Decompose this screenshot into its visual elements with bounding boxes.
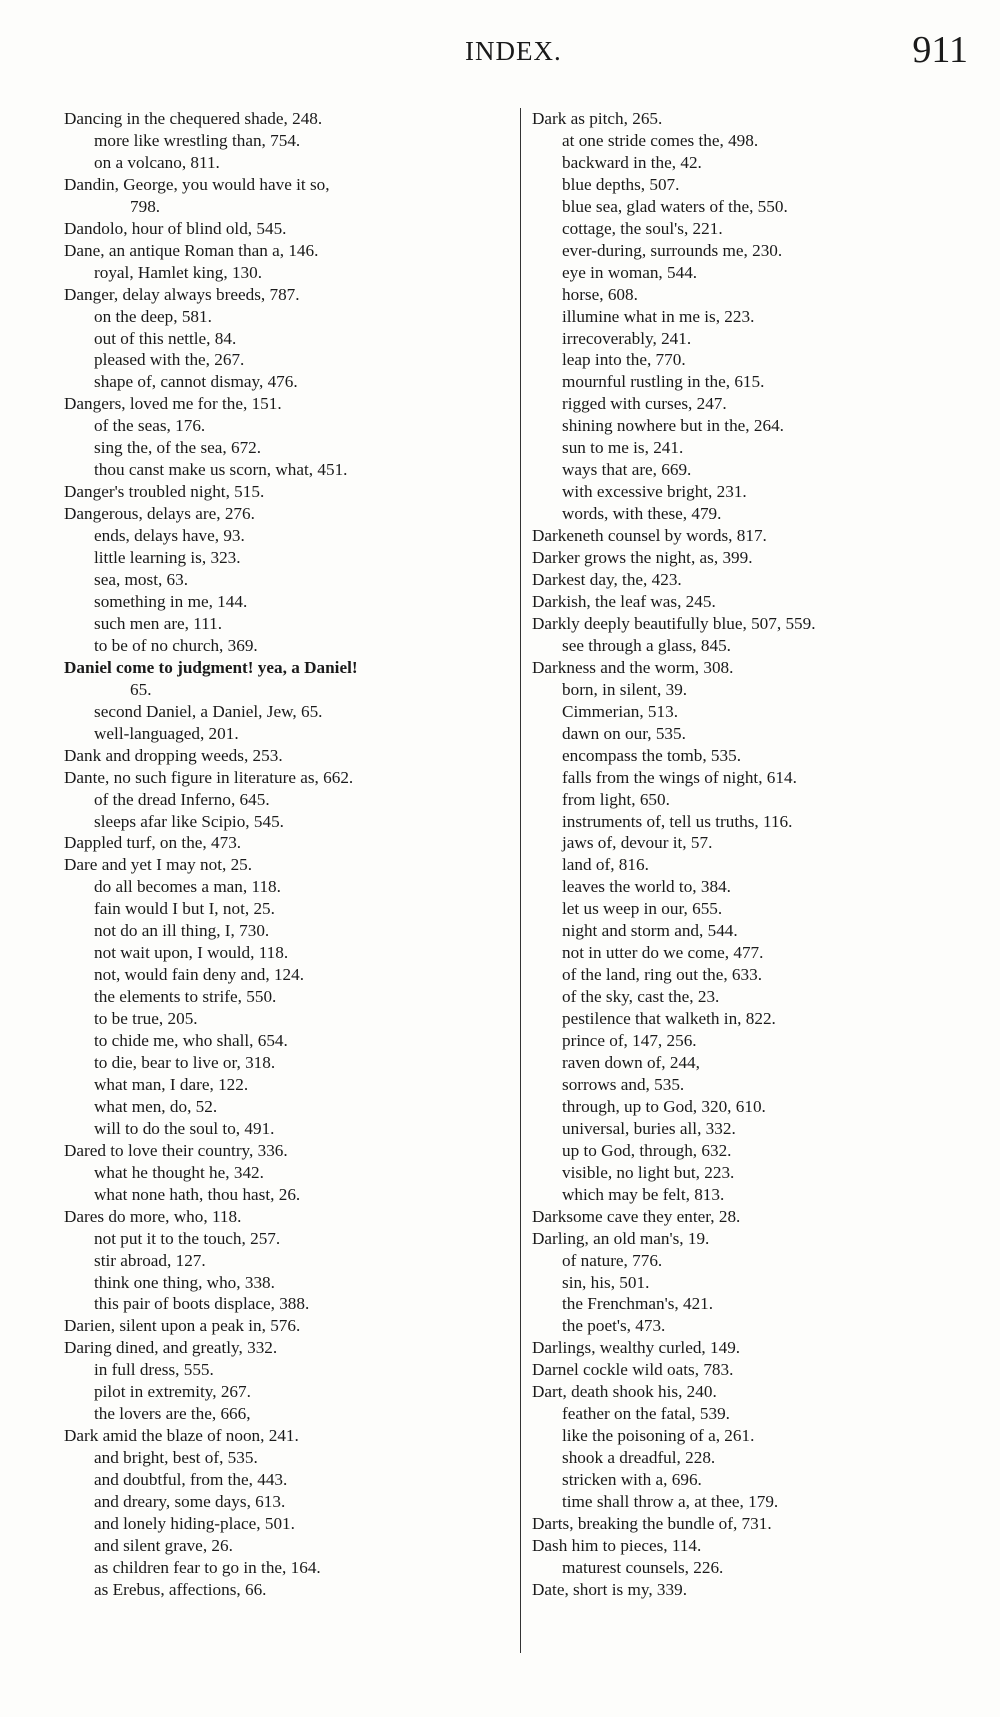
index-subentry: falls from the wings of night, 614. bbox=[562, 767, 797, 787]
index-entry: Dank and dropping weeds, 253. bbox=[64, 745, 283, 765]
index-subentry: not do an ill thing, I, 730. bbox=[94, 921, 270, 941]
index-subentry: irrecoverably, 241. bbox=[562, 328, 692, 348]
index-subentry: of the seas, 176. bbox=[94, 416, 206, 436]
index-entry: Dangers, loved me for the, 151. bbox=[64, 394, 282, 414]
index-subentry: this pair of boots displace, 388. bbox=[94, 1294, 310, 1314]
index-subentry: pestilence that walketh in, 822. bbox=[562, 1009, 776, 1029]
index-subentry: what man, I dare, 122. bbox=[94, 1074, 249, 1094]
index-subentry: not wait upon, I would, 118. bbox=[94, 943, 289, 963]
index-subentry: illumine what in me is, 223. bbox=[562, 306, 755, 326]
index-entry: Danger's troubled night, 515. bbox=[64, 482, 265, 502]
page-header bbox=[0, 28, 1000, 78]
index-subentry: of the sky, cast the, 23. bbox=[562, 987, 720, 1007]
index-subentry: and dreary, some days, 613. bbox=[94, 1492, 286, 1512]
index-column-left bbox=[64, 108, 510, 1601]
index-subentry: second Daniel, a Daniel, Jew, 65. bbox=[94, 701, 323, 721]
index-subentry: blue depths, 507. bbox=[562, 174, 680, 194]
index-subentry: on the deep, 581. bbox=[94, 306, 212, 326]
index-subentry: the Frenchman's, 421. bbox=[562, 1294, 714, 1314]
index-subentry: royal, Hamlet king, 130. bbox=[94, 262, 263, 282]
index-subentry: night and storm and, 544. bbox=[562, 921, 738, 941]
index-subentry: shining nowhere but in the, 264. bbox=[562, 416, 784, 436]
index-entry: Dark amid the blaze of noon, 241. bbox=[64, 1426, 299, 1446]
index-subentry: sleeps afar like Scipio, 545. bbox=[94, 811, 284, 831]
index-subentry: up to God, through, 632. bbox=[562, 1140, 732, 1160]
index-entry: Dare and yet I may not, 25. bbox=[64, 855, 253, 875]
index-subentry: shape of, cannot dismay, 476. bbox=[94, 372, 298, 392]
index-subentry: through, up to God, 320, 610. bbox=[562, 1096, 766, 1116]
index-subentry: to die, bear to live or, 318. bbox=[94, 1052, 276, 1072]
index-subentry: from light, 650. bbox=[562, 789, 670, 809]
index-entry: Dared to love their country, 336. bbox=[64, 1140, 288, 1160]
index-entry: Darkly deeply beautifully blue, 507, 559. bbox=[532, 613, 816, 633]
index-subentry: jaws of, devour it, 57. bbox=[562, 833, 713, 853]
page-number: 911 bbox=[912, 29, 968, 71]
index-subentry: let us weep in our, 655. bbox=[562, 899, 723, 919]
index-subentry: such men are, 111. bbox=[94, 613, 223, 633]
index-subentry: 65. bbox=[130, 679, 152, 699]
index-subentry: what none hath, thou hast, 26. bbox=[94, 1184, 301, 1204]
index-subentry: and doubtful, from the, 443. bbox=[94, 1470, 288, 1490]
index-entry: Dane, an antique Roman than a, 146. bbox=[64, 240, 319, 260]
index-entry: Danger, delay always breeds, 787. bbox=[64, 284, 300, 304]
index-subentry: and bright, best of, 535. bbox=[94, 1448, 258, 1468]
index-subentry: not put it to the touch, 257. bbox=[94, 1228, 281, 1248]
index-subentry: to be true, 205. bbox=[94, 1009, 198, 1029]
index-subentry: of nature, 776. bbox=[562, 1250, 663, 1270]
index-subentry: of the land, ring out the, 633. bbox=[562, 965, 763, 985]
index-subentry: to chide me, who shall, 654. bbox=[94, 1031, 288, 1051]
index-subentry: raven down of, 244, bbox=[562, 1052, 700, 1072]
index-subentry: pleased with the, 267. bbox=[94, 350, 245, 370]
index-subentry: pilot in extremity, 267. bbox=[94, 1382, 251, 1402]
index-entry: Dangerous, delays are, 276. bbox=[64, 504, 255, 524]
index-subentry: ends, delays have, 93. bbox=[94, 526, 245, 546]
index-entry: Daniel come to judgment! yea, a Daniel! bbox=[64, 657, 358, 677]
column-divider bbox=[520, 108, 521, 1653]
index-entry: Dart, death shook his, 240. bbox=[532, 1382, 717, 1402]
index-subentry: see through a glass, 845. bbox=[562, 635, 731, 655]
index-subentry: cottage, the soul's, 221. bbox=[562, 218, 723, 238]
index-subentry: universal, buries all, 332. bbox=[562, 1118, 736, 1138]
index-subentry: on a volcano, 811. bbox=[94, 152, 220, 172]
index-entry: Darker grows the night, as, 399. bbox=[532, 548, 753, 568]
index-subentry: ways that are, 669. bbox=[562, 460, 692, 480]
index-subentry: thou canst make us scorn, what, 451. bbox=[94, 460, 348, 480]
index-subentry: leaves the world to, 384. bbox=[562, 877, 731, 897]
index-subentry: like the poisoning of a, 261. bbox=[562, 1426, 755, 1446]
index-subentry: of the dread Inferno, 645. bbox=[94, 789, 270, 809]
index-entry: Darkeneth counsel by words, 817. bbox=[532, 526, 767, 546]
index-subentry: blue sea, glad waters of the, 550. bbox=[562, 196, 788, 216]
index-entry: Darling, an old man's, 19. bbox=[532, 1228, 710, 1248]
index-subentry: ever-during, surrounds me, 230. bbox=[562, 240, 783, 260]
index-subentry: will to do the soul to, 491. bbox=[94, 1118, 275, 1138]
index-subentry: more like wrestling than, 754. bbox=[94, 130, 301, 150]
index-subentry: stir abroad, 127. bbox=[94, 1250, 206, 1270]
index-subentry: sun to me is, 241. bbox=[562, 438, 684, 458]
index-subentry: sing the, of the sea, 672. bbox=[94, 438, 262, 458]
index-entry: Dash him to pieces, 114. bbox=[532, 1535, 702, 1555]
index-subentry: prince of, 147, 256. bbox=[562, 1031, 697, 1051]
index-subentry: land of, 816. bbox=[562, 855, 649, 875]
index-subentry: backward in the, 42. bbox=[562, 152, 702, 172]
index-subentry: visible, no light but, 223. bbox=[562, 1162, 735, 1182]
index-entry: Darkness and the worm, 308. bbox=[532, 657, 734, 677]
index-subentry: instruments of, tell us truths, 116. bbox=[562, 811, 793, 831]
index-subentry: eye in woman, 544. bbox=[562, 262, 698, 282]
index-subentry: sea, most, 63. bbox=[94, 570, 189, 590]
index-entry: Dappled turf, on the, 473. bbox=[64, 833, 242, 853]
index-column-right bbox=[532, 108, 972, 1601]
index-entry: Darkest day, the, 423. bbox=[532, 570, 682, 590]
index-subentry: in full dress, 555. bbox=[94, 1360, 214, 1380]
index-subentry: the poet's, 473. bbox=[562, 1316, 666, 1336]
index-subentry: the lovers are the, 666, bbox=[94, 1404, 251, 1424]
index-subentry: stricken with a, 696. bbox=[562, 1470, 702, 1490]
index-subentry: leap into the, 770. bbox=[562, 350, 686, 370]
index-entry: Darlings, wealthy curled, 149. bbox=[532, 1338, 741, 1358]
index-subentry: with excessive bright, 231. bbox=[562, 482, 747, 502]
index-subentry: Cimmerian, 513. bbox=[562, 701, 678, 721]
index-subentry: at one stride comes the, 498. bbox=[562, 130, 759, 150]
index-subentry: well-languaged, 201. bbox=[94, 723, 239, 743]
index-subentry: little learning is, 323. bbox=[94, 548, 241, 568]
index-subentry: do all becomes a man, 118. bbox=[94, 877, 281, 897]
index-entry: Dark as pitch, 265. bbox=[532, 109, 663, 128]
index-subentry: words, with these, 479. bbox=[562, 504, 722, 524]
index-entry: Darien, silent upon a peak in, 576. bbox=[64, 1316, 301, 1336]
index-entry: Dante, no such figure in literature as, 662. bbox=[64, 767, 354, 787]
index-subentry: think one thing, who, 338. bbox=[94, 1272, 275, 1292]
index-subentry: dawn on our, 535. bbox=[562, 723, 686, 743]
index-entry: Dancing in the chequered shade, 248. bbox=[64, 109, 323, 128]
index-subentry: as Erebus, affections, 66. bbox=[94, 1579, 267, 1599]
index-subentry: out of this nettle, 84. bbox=[94, 328, 237, 348]
page-title: INDEX. bbox=[465, 36, 562, 66]
index-subentry: something in me, 144. bbox=[94, 591, 248, 611]
index-entry: Daring dined, and greatly, 332. bbox=[64, 1338, 278, 1358]
index-subentry: born, in silent, 39. bbox=[562, 679, 688, 699]
index-subentry: sin, his, 501. bbox=[562, 1272, 650, 1292]
index-subentry: horse, 608. bbox=[562, 284, 638, 304]
index-subentry: and silent grave, 26. bbox=[94, 1535, 233, 1555]
index-entry: Dares do more, who, 118. bbox=[64, 1206, 242, 1226]
index-entry: Dandolo, hour of blind old, 545. bbox=[64, 218, 287, 238]
index-subentry: the elements to strife, 550. bbox=[94, 987, 277, 1007]
index-subentry: not in utter do we come, 477. bbox=[562, 943, 764, 963]
index-subentry: 798. bbox=[130, 196, 161, 216]
index-subentry: to be of no church, 369. bbox=[94, 635, 258, 655]
index-subentry: mournful rustling in the, 615. bbox=[562, 372, 765, 392]
index-subentry: sorrows and, 535. bbox=[562, 1074, 685, 1094]
index-subentry: shook a dreadful, 228. bbox=[562, 1448, 716, 1468]
index-entry: Darnel cockle wild oats, 783. bbox=[532, 1360, 734, 1380]
index-entry: Darksome cave they enter, 28. bbox=[532, 1206, 741, 1226]
index-subentry: as children fear to go in the, 164. bbox=[94, 1557, 321, 1577]
index-entry: Darkish, the leaf was, 245. bbox=[532, 591, 716, 611]
index-entry: Dandin, George, you would have it so, bbox=[64, 174, 330, 194]
index-subentry: maturest counsels, 226. bbox=[562, 1557, 724, 1577]
index-subentry: what men, do, 52. bbox=[94, 1096, 218, 1116]
index-subentry: and lonely hiding-place, 501. bbox=[94, 1514, 295, 1533]
index-subentry: time shall throw a, at thee, 179. bbox=[562, 1492, 779, 1512]
index-subentry: not, would fain deny and, 124. bbox=[94, 965, 305, 985]
index-subentry: which may be felt, 813. bbox=[562, 1184, 725, 1204]
index-subentry: feather on the fatal, 539. bbox=[562, 1404, 730, 1424]
index-entry: Darts, breaking the bundle of, 731. bbox=[532, 1514, 772, 1533]
index-subentry: what he thought he, 342. bbox=[94, 1162, 264, 1182]
index-entry: Date, short is my, 339. bbox=[532, 1579, 687, 1599]
index-subentry: encompass the tomb, 535. bbox=[562, 745, 742, 765]
index-subentry: rigged with curses, 247. bbox=[562, 394, 727, 414]
index-subentry: fain would I but I, not, 25. bbox=[94, 899, 275, 919]
